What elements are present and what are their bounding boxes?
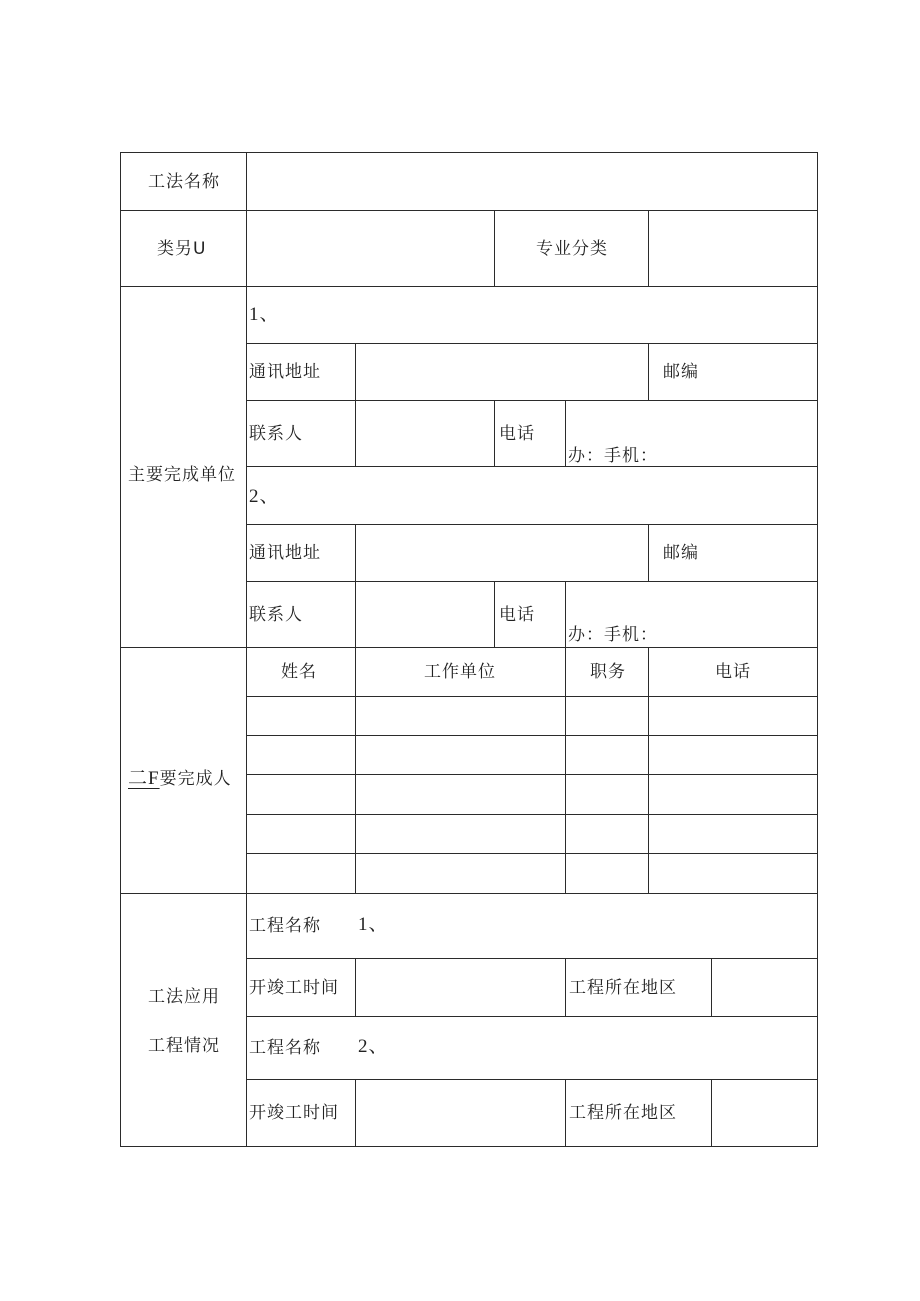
table-line — [246, 581, 818, 582]
unit1-postcode-label: 邮编 — [663, 362, 699, 382]
table-line — [817, 152, 818, 1147]
table-line — [565, 958, 566, 1017]
table-line — [494, 581, 495, 648]
table-line — [355, 1079, 356, 1147]
table-line — [120, 210, 818, 211]
unit1-phone-detail: 办：手机： — [568, 446, 658, 466]
table-line — [246, 524, 818, 525]
table-line — [355, 647, 356, 894]
project2-region-label: 工程所在地区 — [569, 1103, 677, 1123]
table-line — [246, 1079, 818, 1080]
main-units-label: 主要完成单位 — [128, 465, 236, 485]
project1-time-label: 开竣工时间 — [249, 978, 339, 998]
table-line — [565, 400, 566, 467]
column-header-name: 姓名 — [281, 662, 317, 682]
project2-name-label: 工程名称 — [249, 1038, 321, 1058]
main-persons-label — [128, 769, 232, 789]
method-name-label: 工法名称 — [148, 172, 220, 192]
unit1-contact-label: 联系人 — [249, 424, 303, 444]
application-label-line2: 工程情况 — [148, 1036, 220, 1056]
table-line — [494, 210, 495, 287]
table-line — [711, 1079, 712, 1147]
category-label: 类另U — [157, 239, 207, 259]
discipline-label: 专业分类 — [536, 239, 608, 259]
table-line — [246, 814, 818, 815]
application-label-line1: 工法应用 — [148, 987, 220, 1007]
table-line — [648, 647, 649, 894]
unit2-contact-label: 联系人 — [249, 605, 303, 625]
table-line — [246, 853, 818, 854]
table-line — [355, 343, 356, 467]
table-line — [120, 286, 818, 287]
table-line — [120, 1146, 818, 1147]
column-header-position: 职务 — [590, 662, 626, 682]
table-line — [355, 958, 356, 1017]
project2-time-label: 开竣工时间 — [249, 1103, 339, 1123]
table-line — [246, 958, 818, 959]
project1-name-label: 工程名称 — [249, 916, 321, 936]
table-line — [246, 1016, 818, 1017]
table-line — [355, 524, 356, 648]
column-header-employer: 工作单位 — [424, 662, 496, 682]
unit1-index: 1、 — [249, 304, 280, 325]
project2-index: 2、 — [358, 1036, 389, 1057]
table-line — [246, 400, 818, 401]
table-line — [246, 343, 818, 344]
table-line — [246, 152, 247, 1147]
unit2-index: 2、 — [249, 486, 280, 507]
table-line — [246, 696, 818, 697]
table-line — [711, 958, 712, 1017]
project1-index: 1、 — [358, 914, 389, 935]
table-line — [120, 152, 818, 153]
table-line — [648, 343, 649, 401]
table-line — [246, 466, 818, 467]
table-line — [120, 647, 818, 648]
unit2-phone-label: 电话 — [499, 605, 535, 625]
table-line — [565, 1079, 566, 1147]
unit2-postcode-label: 邮编 — [663, 543, 699, 563]
main-persons-label-suffix: 要完成人 — [159, 769, 232, 789]
unit1-phone-label: 电话 — [499, 424, 535, 444]
table-line — [565, 581, 566, 648]
table-line — [120, 893, 818, 894]
table-line — [565, 647, 566, 894]
table-line — [246, 774, 818, 775]
table-line — [648, 524, 649, 582]
project1-region-label: 工程所在地区 — [569, 978, 677, 998]
table-line — [120, 152, 121, 1147]
table-line — [246, 735, 818, 736]
unit2-phone-detail: 办：手机： — [568, 625, 658, 645]
main-persons-label-prefix: 二F — [128, 768, 160, 789]
table-line — [494, 400, 495, 467]
column-header-phone: 电话 — [715, 662, 751, 682]
table-line — [648, 210, 649, 287]
unit2-address-label: 通讯地址 — [249, 543, 321, 563]
unit1-address-label: 通讯地址 — [249, 362, 321, 382]
